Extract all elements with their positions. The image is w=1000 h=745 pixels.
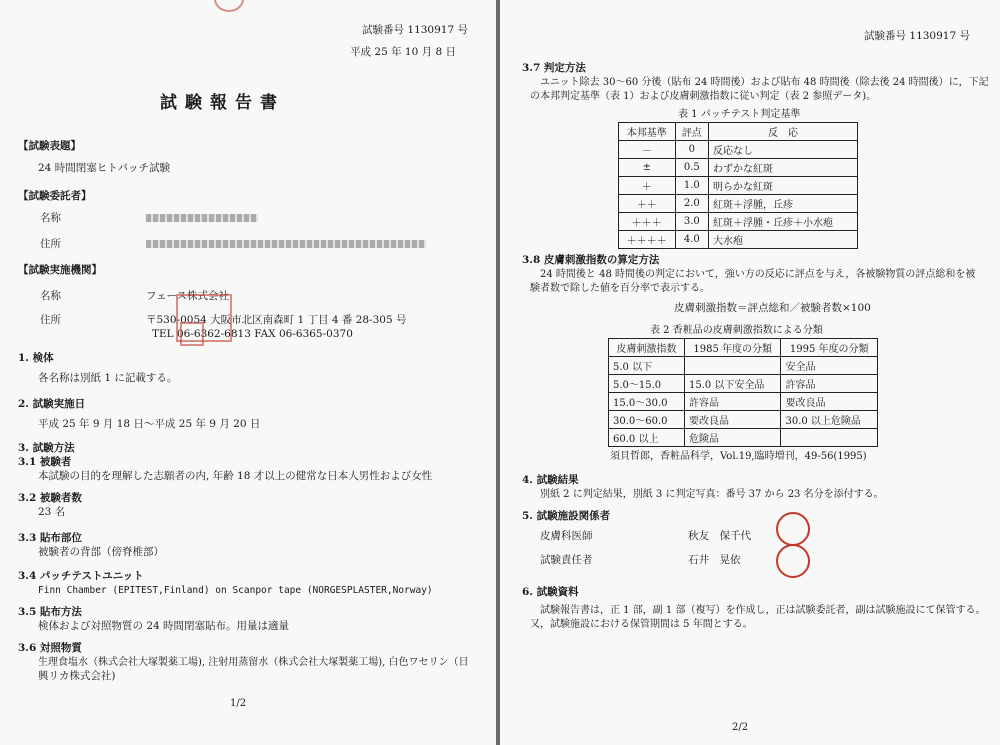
table-cell: 15.0～30.0 <box>609 393 685 411</box>
page-number: 2/2 <box>732 722 749 733</box>
test-title-value: 24 時間閉塞ヒトパッチ試験 <box>38 162 170 174</box>
field-label: 住所 <box>40 238 61 250</box>
subsection-heading: 3.5 貼布方法 <box>18 606 82 618</box>
table-header-cell: 反 応 <box>709 123 858 141</box>
org-address-line2: TEL 06-6362-6813 FAX 06-6365-0370 <box>152 328 353 340</box>
table-cell: 30.0 以上危険品 <box>781 411 878 429</box>
table-cell: 要改良品 <box>684 411 781 429</box>
report-title: 試験報告書 <box>160 93 285 113</box>
section-text: 試験報告書は，正 1 部，副 1 部（複写）を作成し，正は試験委託者，副は試験施設にて保管する。 <box>540 605 986 616</box>
table-cell: 0.5 <box>675 159 708 177</box>
judgment-criteria-table <box>618 122 858 249</box>
table-cell: 危険品 <box>684 429 781 447</box>
table-cell: 30.0～60.0 <box>609 411 685 429</box>
table-cell: 5.0 以下 <box>609 357 685 375</box>
table2-caption: 表 2 香粧品の皮膚刺激指数による分類 <box>650 325 823 336</box>
personal-seal-stamp <box>776 544 810 578</box>
section-text: 験者数で除した値を百分率で表示する。 <box>530 283 710 294</box>
table-cell: 4.0 <box>675 231 708 249</box>
table-cell: 15.0 以下安全品 <box>684 375 781 393</box>
section-text: 平成 25 年 9 月 18 日～平成 25 年 9 月 20 日 <box>38 418 261 430</box>
table-header-cell: 1985 年度の分類 <box>684 339 781 357</box>
table-cell <box>684 357 781 375</box>
table-header-cell: 皮膚刺激指数 <box>609 339 685 357</box>
report-date: 平成 25 年 10 月 8 日 <box>350 46 456 58</box>
section-text: 本試験の目的を理解した志願者の内, 年齢 18 才以上の健常な日本人男性および女性 <box>38 470 433 482</box>
irritation-classification-table <box>608 338 878 447</box>
table-cell: ± <box>619 159 676 177</box>
top-seal-stamp <box>214 0 244 12</box>
subsection-heading: 3.6 対照物質 <box>18 642 82 654</box>
section-text: 各名称は別紙 1 に記載する。 <box>38 372 178 384</box>
section-heading: 2. 試験実施日 <box>18 398 86 410</box>
section-heading: 5. 試験施設関係者 <box>522 510 611 522</box>
section-heading: 【試験表題】 <box>18 140 81 152</box>
subsection-heading: 3.7 判定方法 <box>522 62 586 74</box>
field-label: 名称 <box>40 212 61 224</box>
org-name-value: フェース株式会社 <box>146 290 229 302</box>
table-header-cell: 評点 <box>675 123 708 141</box>
table-cell: 5.0～15.0 <box>609 375 685 393</box>
redacted-client-address <box>146 240 426 248</box>
table-cell: 反応なし <box>709 141 858 159</box>
table-cell: ＋＋＋＋ <box>619 231 676 249</box>
field-label: 住所 <box>40 314 61 326</box>
reference-citation: 須貝哲郎，香粧品科学，Vol.19,臨時増刊，49-56(1995) <box>610 451 867 462</box>
section-heading: 3. 試験方法 <box>18 442 75 454</box>
table-cell: 0 <box>675 141 708 159</box>
section-text: の本邦判定基準（表 1）および皮膚刺激指数に従い判定（表 2 参照データ)。 <box>530 91 877 102</box>
table-cell: 60.0 以上 <box>609 429 685 447</box>
table1-caption: 表 1 パッチテスト判定基準 <box>678 109 801 120</box>
personnel-name: 秋友 保千代 <box>688 530 751 542</box>
test-number: 試験番号 1130917 号 <box>362 24 468 36</box>
section-text: 興リカ株式会社) <box>38 670 116 682</box>
section-text: 被験者の背部（傍脊椎部） <box>38 546 164 558</box>
personal-seal-stamp <box>776 512 810 546</box>
table-cell: － <box>619 141 676 159</box>
test-number: 試験番号 1130917 号 <box>864 30 970 42</box>
table-row <box>609 429 878 447</box>
table-row <box>619 195 858 213</box>
table-cell: 明らかな紅斑 <box>709 177 858 195</box>
table-header-cell: 1995 年度の分類 <box>781 339 878 357</box>
table-cell: 許容品 <box>684 393 781 411</box>
section-text: 23 名 <box>38 506 66 518</box>
personnel-role: 皮膚科医師 <box>540 530 593 542</box>
table-cell: 許容品 <box>781 375 878 393</box>
table-cell: ＋＋ <box>619 195 676 213</box>
company-seal-stamp-small <box>180 322 204 346</box>
section-heading: 【試験実施機関】 <box>18 264 102 276</box>
subsection-heading: 3.3 貼布部位 <box>18 532 82 544</box>
section-text: 24 時間後と 48 時間後の判定において，強い方の反応に評点を与え，各被験物質の評点総和を被 <box>540 269 976 280</box>
table-row <box>609 411 878 429</box>
table-row <box>619 159 858 177</box>
table-row <box>619 177 858 195</box>
table-row <box>609 357 878 375</box>
subsection-heading: 3.8 皮膚刺激指数の算定方法 <box>522 254 660 266</box>
section-text: 別紙 2 に判定結果，別紙 3 に判定写真：番号 37 から 23 名分を添付する。 <box>540 489 884 500</box>
subsection-heading: 3.4 パッチテストユニット <box>18 570 144 582</box>
table-header-cell: 本邦基準 <box>619 123 676 141</box>
report-page-2 <box>500 0 1000 745</box>
table-cell: 紅斑＋浮腫・丘疹＋小水疱 <box>709 213 858 231</box>
table-cell <box>781 429 878 447</box>
subsection-heading: 3.1 被験者 <box>18 456 72 468</box>
section-heading: 1. 検体 <box>18 352 54 364</box>
report-page-1 <box>0 0 496 745</box>
table-row <box>609 393 878 411</box>
subsection-heading: 3.2 被験者数 <box>18 492 82 504</box>
table-cell: 紅斑＋浮腫，丘疹 <box>709 195 858 213</box>
table-cell: 1.0 <box>675 177 708 195</box>
table-row <box>619 213 858 231</box>
table-cell: 大水疱 <box>709 231 858 249</box>
section-text: ユニット除去 30～60 分後（貼布 24 時間後）および貼布 48 時間後（除去後 24 時間後）に，下記 <box>540 77 989 88</box>
field-label: 名称 <box>40 290 61 302</box>
section-heading: 4. 試験結果 <box>522 474 579 486</box>
table-row <box>619 141 858 159</box>
table-cell: わずかな紅斑 <box>709 159 858 177</box>
table-cell: ＋ <box>619 177 676 195</box>
table-cell: 3.0 <box>675 213 708 231</box>
redacted-client-name <box>146 214 258 222</box>
section-text: 生理食塩水（株式会社大塚製薬工場), 注射用蒸留水（株式会社大塚製薬工場), 白色ワセリン（日 <box>38 657 469 668</box>
table-cell: 安全品 <box>781 357 878 375</box>
table-row <box>619 231 858 249</box>
table-cell: 要改良品 <box>781 393 878 411</box>
table-cell: ＋＋＋ <box>619 213 676 231</box>
org-address-line1: 〒530-0054 大阪市北区南森町 1 丁目 4 番 28-305 号 <box>146 314 407 326</box>
irritation-formula: 皮膚刺激指数＝評点総和／被験者数×100 <box>674 302 871 314</box>
table-row <box>609 375 878 393</box>
section-text: 検体および対照物質の 24 時間閉塞貼布。用量は適量 <box>38 620 290 632</box>
page-number: 1/2 <box>230 698 247 709</box>
section-text: Finn Chamber (EPITEST,Finland) on Scanpor tape (NORGESPLASTER,Norway) <box>38 585 433 596</box>
section-text: 又，試験施設における保管期間は 5 年間とする。 <box>530 619 753 630</box>
personnel-role: 試験責任者 <box>540 554 593 566</box>
table-cell: 2.0 <box>675 195 708 213</box>
personnel-name: 石井 晃依 <box>688 554 741 566</box>
section-heading: 6. 試験資料 <box>522 586 579 598</box>
section-heading: 【試験委託者】 <box>18 190 92 202</box>
